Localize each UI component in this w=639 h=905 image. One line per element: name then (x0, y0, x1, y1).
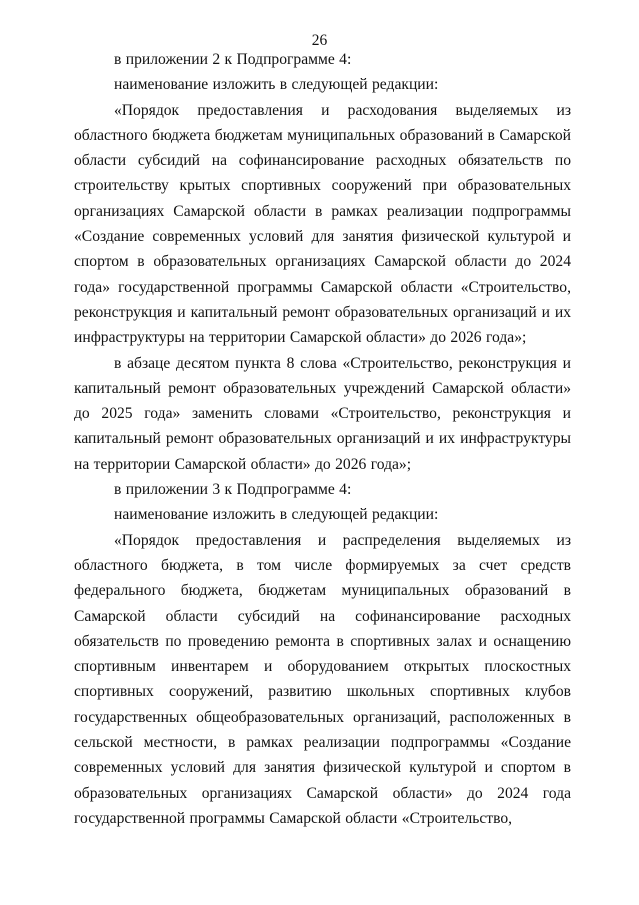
paragraph-quoted-title-2: «Порядок предоставления и распределения выделяемых из областного бюджета, в том числе формируемых за счет средств федерального бюджета, бюджетам муниципальных образований в Самарской области субсидий на софинансирование расходных обязательств по проведению ремонта в спортивных залах и оснащению спортивным инвентарем и оборудованием открытых плоскостных спортивных сооружений, развитию школьных спортивных клубов государственных общеобразовательных организаций, расположенных в сельской местности, в рамках реализации подпрограммы «Создание современных условий для занятия физической культурой и спортом в образовательных организациях Самарской области» до 2024 года государственной программы Самарской области «Строительство, (74, 531, 571, 827)
paragraph-item-8-amendment: в абзаце десятом пункта 8 слова «Строительство, реконструкция и капитальный ремонт образовательных учреждений Самарской области» до 2025 года» заменить словами «Строительство, реконструкция и капитальный ремонт образовательных организаций и их инфраструктуры на территории Самарской области» до 2026 года»; (74, 354, 571, 473)
document-body (74, 47, 571, 831)
paragraph-quoted-title-1: «Порядок предоставления и расходования выделяемых из областного бюджета бюджетам муниципальных образований в Самарской области субсидий на софинансирование расходных обязательств по строительству крытых спортивных сооружений при образовательных организациях Самарской области в рамках реализации подпрограммы «Создание современных условий для занятия физической культурой и спортом в образовательных организациях Самарской области до 2024 года» государственной программы Самарской области «Строительство, реконструкция и капитальный ремонт образовательных организаций и их инфраструктуры на территории Самарской области» до 2026 года»; (74, 101, 571, 347)
page-number: 26 (311, 32, 328, 49)
paragraph-appendix-3: в приложении 3 к Подпрограмме 4: (114, 481, 352, 499)
paragraph-name-change-2: наименование изложить в следующей редакции: (114, 506, 439, 524)
paragraph-name-change-1: наименование изложить в следующей редакции: (114, 76, 439, 94)
paragraph-appendix-2: в приложении 2 к Подпрограмме 4: (114, 51, 352, 68)
